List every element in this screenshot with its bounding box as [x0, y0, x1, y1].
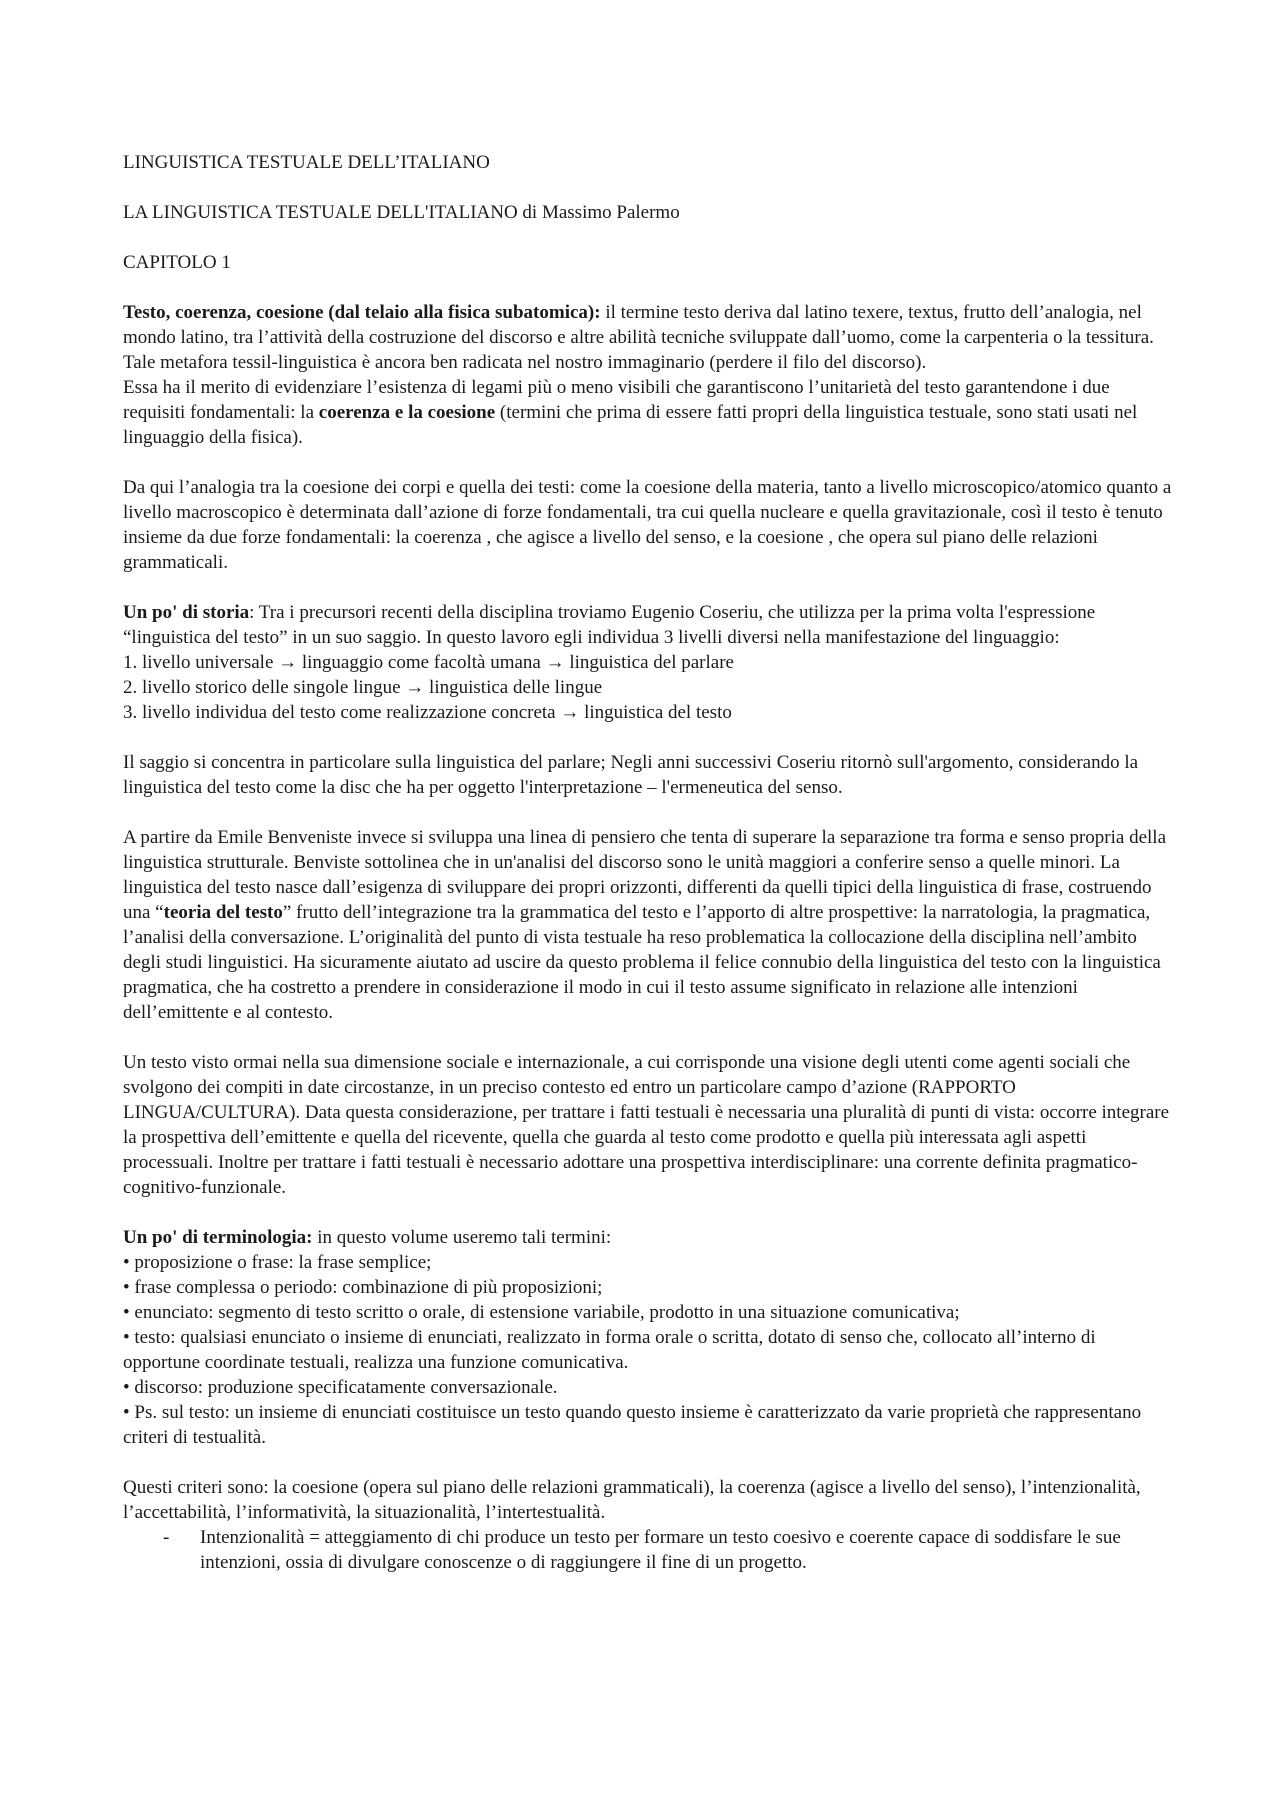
paragraph-dimensione-sociale: Un testo visto ormai nella sua dimensione sociale e internazionale, a cui corrisponde una visione degli utenti come agenti sociali che svolgono dei compiti in date circostanze, in un preciso contesto ed entro un particolare campo d’azione (RAPPORTO LINGUA/CULTURA). Data questa considerazione, per trattare i fatti testuali è necessaria una pluralità di punti di vista: occorre integrare la prospettiva dell’emittente e quella del ricevente, quella che guarda al testo come prodotto e quella più interessata agli aspetti processuali. Inoltre per trattare i fatti testuali è necessario adottare una prospettiva interdisciplinare: una corrente definita pragmatico-cognitivo-funzionale. — [123, 1052, 1170, 1198]
paragraph-text: (termini che prima di essere fatti propri della linguistica testuale, sono stati usati nel linguaggio della fisica). — [123, 402, 1138, 448]
paragraph-testo-coerenza — [123, 300, 1173, 375]
term-item: • discorso: produzione specificatamente conversazionale. — [123, 1377, 558, 1398]
section-heading-storia: Un po' di storia — [123, 602, 250, 623]
term-item: • proposizione o frase: la frase semplice; — [123, 1252, 432, 1273]
document-subtitle: LA LINGUISTICA TESTUALE DELL'ITALIANO di Massimo Palermo — [123, 202, 680, 223]
paragraph-text: Essa ha il merito di evidenziare l’esistenza di legami più o meno visibili che garantiscono l’unitarietà del testo garantendone i due requisiti fondamentali: la — [123, 377, 1110, 423]
bold-term-coerenza-coesione: coerenza e la coesione — [318, 402, 496, 423]
document-title: LINGUISTICA TESTUALE DELL’ITALIANO — [123, 152, 490, 173]
paragraph-saggio: Il saggio si concentra in particolare sulla linguistica del parlare; Negli anni successivi Coseriu ritornò sull'argomento, considerando la linguistica del testo come la disc che ha per oggetto l'interpretazione – l'ermeneutica del senso. — [123, 752, 1139, 798]
chapter-heading: CAPITOLO 1 — [123, 252, 231, 273]
paragraph-criteri: Questi criteri sono: la coesione (opera sul piano delle relazioni grammaticali), la coerenza (agisce a livello del senso), l’intenzionalità, l’accettabilità, l’informatività, la situazionalità, l’intertestualità. — [123, 1477, 1141, 1523]
document-page — [123, 150, 1173, 1575]
level-item: 1. livello universale → linguaggio come facoltà umana → linguistica del parlare — [123, 652, 734, 673]
paragraph-text: il termine testo deriva dal latino texere, textus, frutto dell’analogia, nel mondo latino, tra l’attività della costruzione del discorso e altre abilità tecniche sviluppate dall’uomo, come la carpenteria o la tessitura. Tale metafora tessil-linguistica è ancora ben radicata nel nostro immaginario (perdere il filo del discorso). — [123, 302, 1154, 373]
paragraph-text: A partire da Emile Benveniste invece si sviluppa una linea di pensiero che tenta di superare la separazione tra forma e senso propria della linguistica strutturale. Benviste sottolinea che in un'analisi del discorso sono le unità maggiori a conferire senso a quelle minori. La linguistica del testo nasce dall’esigenza di sviluppare dei propri orizzonti, differenti da quelli tipici della linguistica di frase, costruendo una “ — [123, 827, 1167, 923]
paragraph-terminologia — [123, 1225, 1173, 1250]
term-item: • enunciato: segmento di testo scritto o orale, di estensione variabile, prodotto in una situazione comunicativa; — [123, 1302, 960, 1323]
section-heading-testo: Testo, coerenza, coesione (dal telaio alla fisica subatomica): — [123, 302, 601, 323]
term-item: • frase complessa o periodo: combinazione di più proposizioni; — [123, 1277, 603, 1298]
paragraph-benveniste — [123, 825, 1173, 1025]
dash-item-text: Intenzionalità = atteggiamento di chi produce un testo per formare un testo coesivo e coerente capace di soddisfare le sue intenzioni, ossia di divulgare conoscenze o di raggiungere il fine di un progetto. — [200, 1527, 1121, 1573]
paragraph-text: : Tra i precursori recenti della disciplina troviamo Eugenio Coseriu, che utilizza per la prima volta l'espressione “linguistica del testo” in un suo saggio. In questo lavoro egli individua 3 livelli diversi nella manifestazione del linguaggio: — [123, 602, 1096, 648]
paragraph-text: in questo volume useremo tali termini: — [312, 1227, 612, 1248]
term-item: • testo: qualsiasi enunciato o insieme di enunciati, realizzato in forma orale o scritta, dotato di senso che, collocato all’interno di opportune coordinate testuali, realizza una funzione comunicativa. — [123, 1327, 1096, 1373]
paragraph-analogia: Da qui l’analogia tra la coesione dei corpi e quella dei testi: come la coesione della materia, tanto a livello microscopico/atomico quanto a livello macroscopico è determinata dall’azione di forze fondamentali, tra cui quella nucleare e quella gravitazionale, così il testo è tenuto insieme da due forze fondamentali: la coerenza , che agisce a livello del senso, e la coesione , che opera sul piano delle relazioni grammaticali. — [123, 477, 1172, 573]
paragraph-storia — [123, 600, 1173, 650]
term-item: • Ps. sul testo: un insieme di enunciati costituisce un testo quando questo insieme è caratterizzato da varie proprietà che rappresentano criteri di testualità. — [123, 1402, 1142, 1448]
level-item: 2. livello storico delle singole lingue → linguistica delle lingue — [123, 677, 603, 698]
dash-list-item — [123, 1525, 1173, 1575]
section-heading-terminologia: Un po' di terminologia: — [123, 1227, 313, 1248]
paragraph-legami — [123, 375, 1173, 450]
paragraph-text: ” frutto dell’integrazione tra la grammatica del testo e l’apporto di altre prospettive: la narratologia, la pragmatica, l’analisi della conversazione. L’originalità del punto di vista testuale ha reso problematica la collocazione della disciplina nell’ambito degli studi linguistici. Ha sicuramente aiutato ad uscire da questo problema il felice connubio della linguistica del testo con la linguistica pragmatica, che ha costretto a prendere in considerazione il modo in cui il testo assume significato in relazione alle intenzioni dell’emittente e al contesto. — [123, 902, 1161, 1023]
level-item: 3. livello individua del testo come realizzazione concreta → linguistica del testo — [123, 702, 732, 723]
dash-marker: - — [163, 1527, 170, 1548]
bold-term-teoria-del-testo: teoria del testo — [163, 902, 283, 923]
